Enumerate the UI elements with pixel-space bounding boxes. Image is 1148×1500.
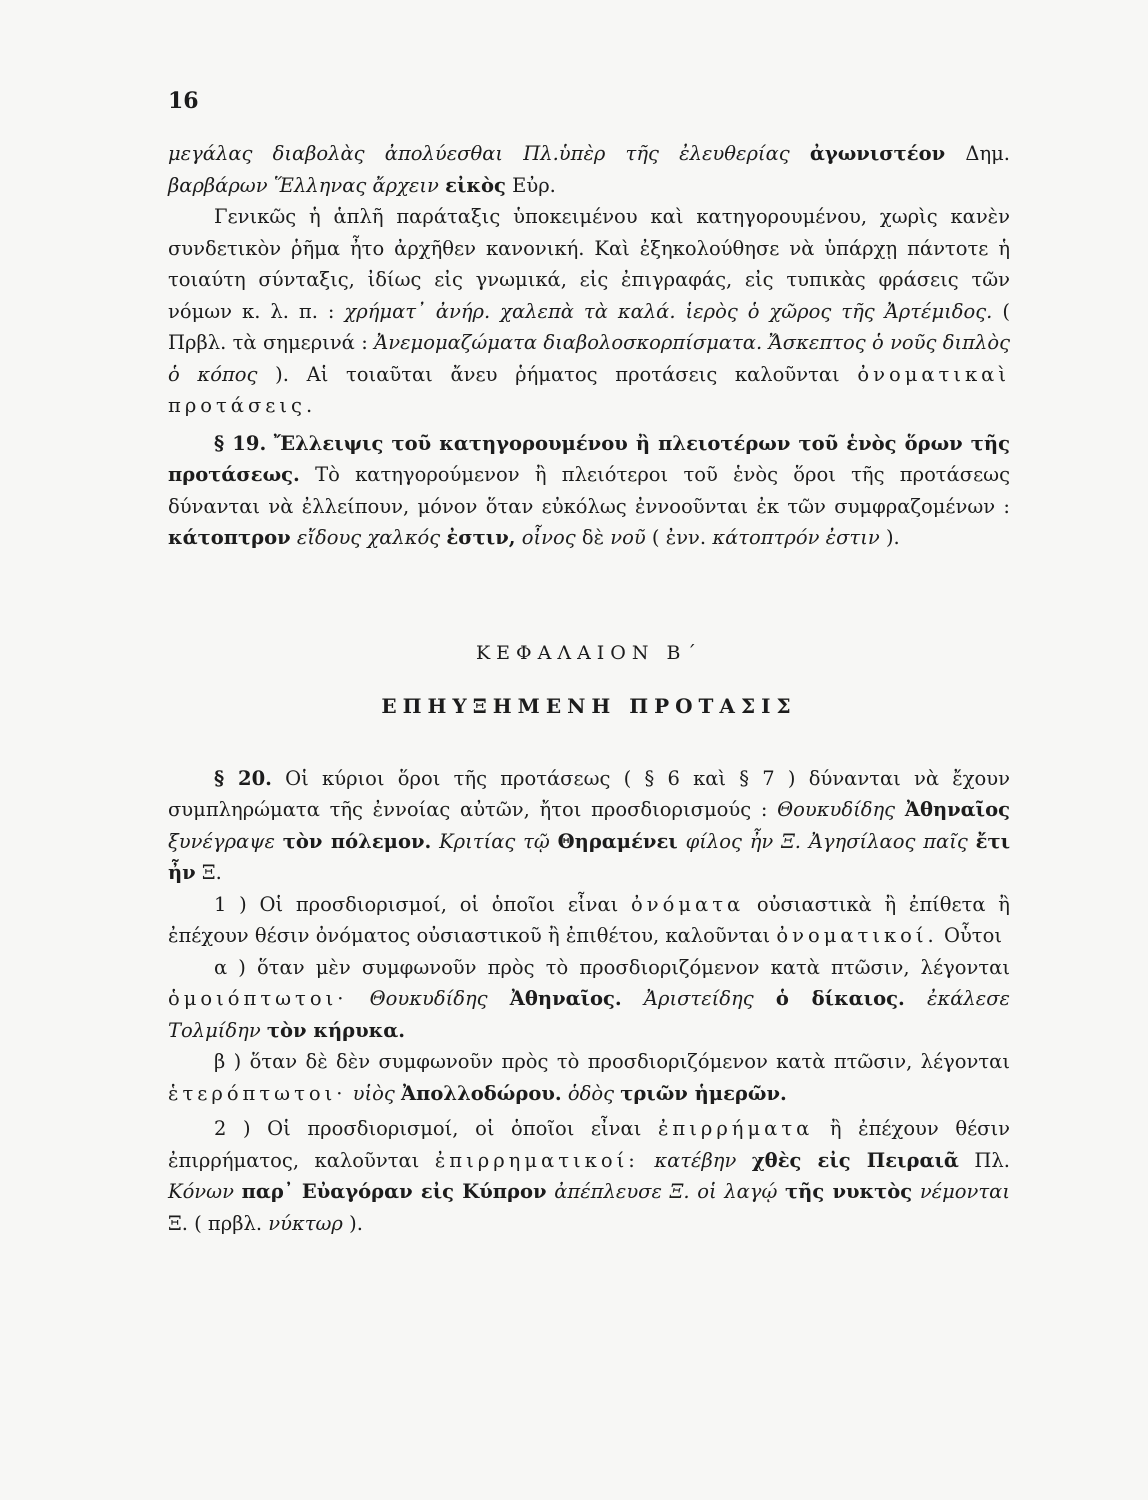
text-run: μεγάλας διαβολὰς ἀπολύεσθαι Πλ. [168, 142, 559, 165]
text-run: τὸν κήρυκα. [266, 1018, 406, 1042]
text-run: ἐπιρρηματικοί: [434, 1148, 639, 1172]
text-run: Οἱ κύριοι ὅροι τῆς προτάσεως ( § 6 καὶ § 7 ) δύνανται νὰ ἔχουν συμπληρώματα τῆς ἐννοίας αὐτῶν, ἤτοι προσδιορισμούς : [168, 766, 1010, 821]
item-a [168, 952, 1010, 1047]
chapter-heading: ΚΕΦΑΛΑΙΟΝ Β΄ [475, 641, 702, 664]
section-19 [168, 428, 1010, 554]
text-run: ). [349, 1211, 363, 1235]
text-run: Θηραμένει [557, 829, 678, 853]
text-run: ἀγωνιστέον [809, 142, 946, 165]
text-run: νοῦ [610, 526, 646, 549]
text-run: Ἀθηναῖος. [509, 987, 622, 1010]
chapter-title: ΕΠΗΥΞΗΜΕΝΗ ΠΡΟΤΑΣΙΣ [381, 694, 797, 718]
text-run: ( Πρβλ. τὰ σημερινά : [168, 299, 1010, 354]
text-run: χθὲς εἰς Πειραιᾶ [751, 1148, 959, 1172]
text-run: Κριτίας τῷ [439, 829, 550, 853]
item-1 [168, 889, 1010, 952]
item-b [168, 1046, 1010, 1109]
text-run: Δημ. [965, 142, 1010, 165]
section-number: § 20. [214, 766, 272, 790]
text-run: Ἀθηναῖος [904, 798, 1010, 821]
text-run: Εὐρ. [512, 173, 556, 197]
text-run: δὲ [581, 526, 605, 549]
text-run: Ἀπολλοδώρου. [401, 1081, 562, 1105]
text-run: Πλ. [974, 1148, 1010, 1172]
text-run: 1 ) Οἱ προσδιορισμοί, οἱ ὁποῖοι εἶναι [214, 892, 619, 916]
text-run: Κόνων [168, 1180, 234, 1203]
text-run: 2 ) Οἱ προσδιορισμοί, οἱ ὁποῖοι εἶναι [214, 1117, 642, 1140]
top-fragment [168, 138, 1010, 201]
text-run: ἔτι ἦν [168, 829, 1011, 884]
section-title: Ἔλλειψις τοῦ κατηγορουμένου ἢ πλειοτέρων τοῦ ἑνὸς ὅρων τῆς προτάσεως. [168, 431, 1010, 486]
item-2 [168, 1113, 1010, 1239]
text-run: Θουκυδίδης [777, 798, 896, 821]
text-run: ἐστιν, [446, 526, 516, 549]
text-run: ὁμοιόπτωτοι· [168, 987, 348, 1010]
text-run: ὁ δίκαιος. [775, 987, 905, 1010]
text-run: ὑπὲρ τῆς ἐλευθερίας [558, 142, 790, 165]
text-run: α ) ὅταν μὲν συμφωνοῦν πρὸς τὸ προσδιοριζόμενον κατὰ πτῶσιν, λέγονται [214, 955, 1010, 979]
text-run: κάτοπτρον [168, 526, 291, 549]
text-run: οἶνος [521, 526, 576, 549]
text-run: τριῶν ἡμερῶν. [620, 1081, 787, 1105]
text-run: β ) ὅταν δὲ δὲν συμφωνοῦν πρὸς τὸ προσδιοριζόμενον κατὰ πτῶσιν, λέγονται [214, 1050, 1010, 1073]
text-run: κάτοπτρόν ἐστιν [712, 526, 880, 549]
text-run: ). Αἱ τοιαῦται ἄνευ ῥήματος προτάσεις καλοῦνται [275, 362, 840, 386]
text-run: Θουκυδίδης [369, 987, 488, 1010]
text-run: υἱὸς [352, 1081, 395, 1105]
text-run: νέμονται [919, 1180, 1010, 1203]
text-run: ἑτερόπτωτοι· [168, 1081, 347, 1105]
text-run: Ἀνεμομαζώματα διαβολοσκορπίσματα. Ἄσκεπτος ὁ νοῦς διπλὸς ὁ κόπος [168, 331, 1011, 386]
text-run: ὀνόματα [631, 892, 745, 916]
text-run: βαρβάρων Ἕλληνας ἄρχειν [168, 173, 439, 197]
section-20 [168, 763, 1010, 889]
text-run: Γενικῶς ἡ ἁπλῆ παράταξις ὑποκειμένου καὶ κατηγορουμένου, χωρὶς κανὲν συνδετικὸν ῥῆμα ἦτο ἀρχῆθεν κανονική. Καὶ ἐξηκολούθησε νὰ ὑπάρχῃ πάντοτε ἡ τοιαύτη σύνταξις, ἰδίως εἰς γνωμικά, εἰς ἐπιγραφάς, εἰς τυπικὰς φράσεις τῶν νόμων κ. λ. π. : [168, 205, 1010, 323]
text-run: Ἀριστείδης [643, 987, 754, 1010]
text-run: Οὗτοι [943, 924, 1002, 947]
text-run: ὀνοματικοί. [776, 924, 938, 947]
text-run: ἐπιρρήματα [657, 1117, 814, 1140]
text-run: χρήματ᾽ ἀνήρ. χαλεπὰ τὰ καλά. ἱερὸς ὁ χῶρος τῆς Ἀρτέμιδος. [344, 299, 993, 323]
text-run: Τὸ κατηγορούμενον ἢ πλειότεροι τοῦ ἑνὸς ὅροι τῆς προτάσεως δύνανται νὰ ἐλλείπουν, μόνον ὅταν εὐκόλως ἐννοοῦνται ἐκ τῶν συμφραζομένων : [168, 463, 1011, 518]
text-run: ξυνέγραψε [168, 829, 275, 853]
text-run: ὀνοματικαὶ προτάσεις. [168, 362, 1010, 417]
text-run: κατέβην [654, 1148, 737, 1172]
text-run: τῆς νυκτὸς [785, 1180, 913, 1203]
text-run: εἰκὸς [445, 173, 506, 197]
text-run: οἱ λαγῴ [697, 1180, 778, 1203]
text-run: ὁδὸς [567, 1081, 615, 1105]
text-run: ( ἐνν. [651, 526, 707, 549]
text-run: οὐσιαστικὰ ἢ ἐπίθετα ἢ ἐπέχουν θέσιν ὀνόματος οὐσιαστικοῦ ἢ ἐπιθέτου, καλοῦνται [168, 892, 1010, 947]
text-run: τὸν πόλεμον. [282, 829, 432, 853]
text-run: παρ᾽ Εὐαγόραν εἰς Κύπρον [241, 1180, 547, 1203]
text-run: φίλος ἦν Ξ. Ἀγησίλαος παῖς [685, 829, 968, 853]
text-run: νύκτωρ [268, 1211, 343, 1235]
paragraph-general [168, 201, 1010, 422]
text-run: ἀπέπλευσε Ξ. [554, 1180, 690, 1203]
text-run: ἐκάλεσε Τολμίδην [168, 987, 1011, 1042]
text-run: ἢ ἐπέχουν θέσιν ἐπιρρήματος, καλοῦνται [168, 1117, 1010, 1172]
text-run: εἴδους χαλκός [296, 526, 441, 549]
page-number: 16 [168, 88, 199, 114]
text-run: ). [885, 526, 900, 549]
section-number: § 19. [214, 431, 267, 455]
page-body [168, 138, 1010, 1239]
text-run: Ξ. [201, 861, 222, 884]
text-run: Ξ. ( πρβλ. [168, 1211, 263, 1235]
